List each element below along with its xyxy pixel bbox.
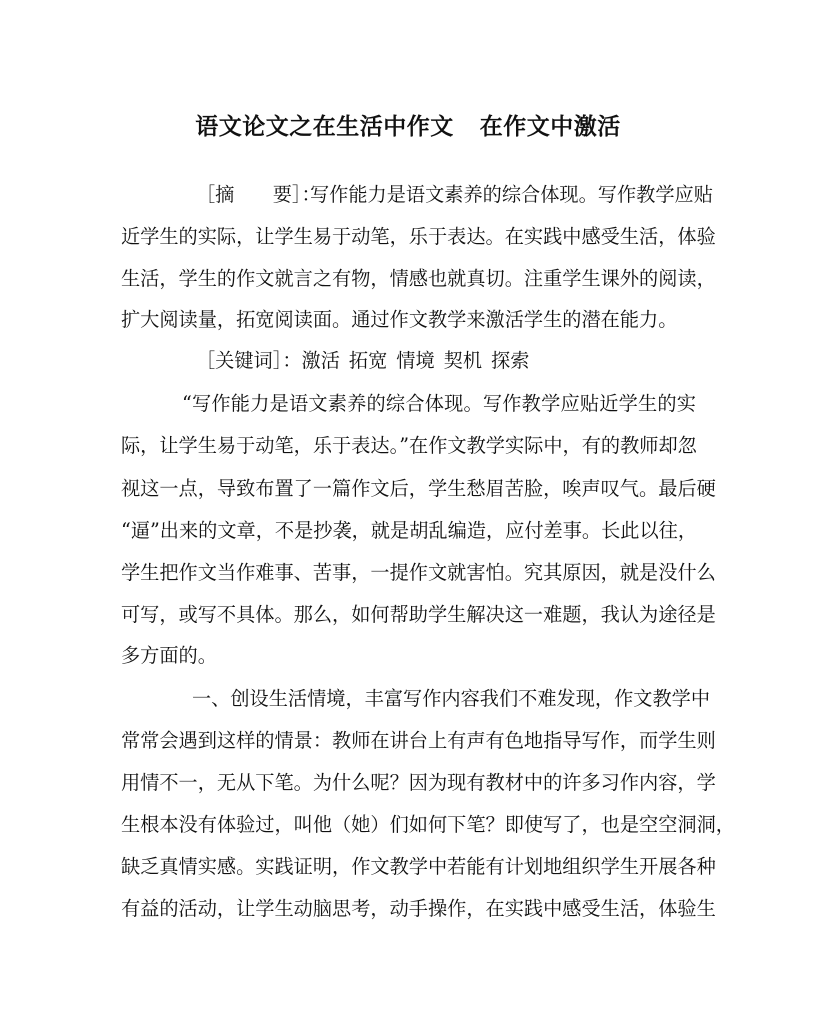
keywords-label: ［关键词］： bbox=[196, 349, 302, 372]
body-line: 多方面的。 bbox=[121, 644, 217, 667]
title-part-1: 语文论文之在生活中作文 bbox=[195, 113, 454, 140]
body-line: 用情不一，无从下笔。为什么呢？因为现有教材中的许多习作内容，学 bbox=[121, 771, 716, 794]
body-line: “写作能力是语文素养的综合体现。写作教学应贴近学生的实 bbox=[182, 392, 696, 415]
abstract-label: ［摘 要］： bbox=[196, 183, 321, 206]
body-line: 可写，或写不具体。那么，如何帮助学生解决这一难题，我认为途径是 bbox=[121, 603, 716, 626]
abstract-line: 近学生的实际，让学生易于动笔，乐于表达。在实践中感受生活，体验 bbox=[121, 225, 716, 248]
keyword: 契机 bbox=[443, 349, 483, 372]
body-line: 一、创设生活情境，丰富写作内容我们不难发现，作文教学中 bbox=[192, 687, 711, 710]
body-line: 际，让学生易于动笔，乐于表达。”在作文教学实际中，有的教师却忽 bbox=[121, 434, 697, 457]
abstract-line: 写作能力是语文素养的综合体现。写作教学应贴 bbox=[310, 183, 713, 206]
title-part-2: 在作文中激活 bbox=[479, 113, 621, 140]
body-line: 常常会遇到这样的情景：教师在讲台上有声有色地指导写作，而学生则 bbox=[121, 729, 716, 752]
abstract-line: 生活，学生的作文就言之有物，情感也就真切。注重学生课外的阅读， bbox=[121, 267, 716, 290]
keyword: 激活 bbox=[301, 349, 340, 372]
keyword: 拓宽 bbox=[348, 349, 388, 372]
body-line: “逼”出来的文章，不是抄袭，就是胡乱编造，应付差事。长此以往， bbox=[121, 519, 698, 542]
body-line: 有益的活动，让学生动脑思考，动手操作，在实践中感受生活，体验生 bbox=[121, 897, 716, 920]
body-line: 学生把作文当作难事、苦事，一提作文就害怕。究其原因，就是没什么 bbox=[121, 561, 716, 584]
abstract-line: 扩大阅读量，拓宽阅读面。通过作文教学来激活学生的潜在能力。 bbox=[121, 308, 678, 331]
keyword: 情境 bbox=[396, 349, 435, 372]
body-line: 视这一点，导致布置了一篇作文后，学生愁眉苦脸，唉声叹气。最后硬 bbox=[121, 477, 716, 500]
document-title bbox=[0, 108, 816, 141]
body-line: 生根本没有体验过，叫他（她）们如何下笔？即使写了，也是空空洞洞， bbox=[121, 813, 735, 836]
keyword: 探索 bbox=[491, 349, 530, 372]
body-line: 缺乏真情实感。实践证明，作文教学中若能有计划地组织学生开展各种 bbox=[121, 855, 716, 878]
keywords-line bbox=[196, 349, 538, 373]
